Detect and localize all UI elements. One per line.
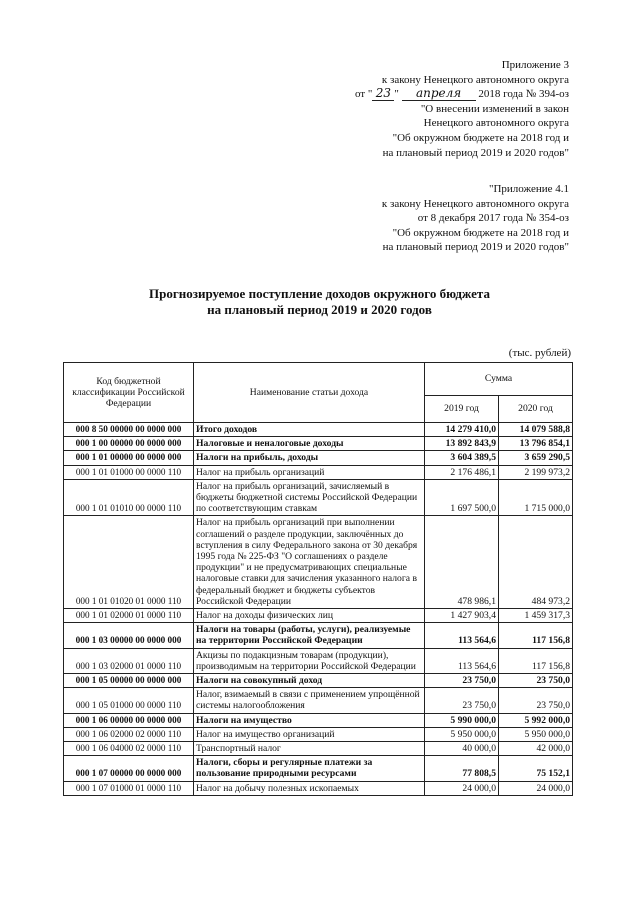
row-value-2020: 117 156,8 [499, 648, 573, 673]
row-name: Налог на прибыль организаций, зачисляемый в бюджеты бюджетной системы Российской Федерации по соответствующим ставкам [194, 479, 425, 516]
date-suffix: 2018 года № 394-оз [475, 88, 569, 101]
row-name: Налог на прибыль организаций при выполнении соглашений о разделе продукции, заключённых до вступления в силу Федерального закона от 30 декабря 1995 года № 225-ФЗ "О соглашениях о разделе продукции" и не предусматривающих специальные налоговые ставки для зачисления указанного налога в федеральный бюджет и бюджеты субъектов Российской Федерации [194, 516, 425, 609]
row-value-2020: 2 199 973,2 [499, 465, 573, 479]
handwritten-month: апреля [402, 87, 476, 101]
header-name: Наименование статьи дохода [194, 363, 425, 423]
annex-line-7: на плановый период 2019 и 2020 годов" [382, 146, 569, 159]
row-name: Налоги на прибыль, доходы [194, 451, 425, 465]
row-code: 000 1 01 00000 00 0000 000 [64, 451, 194, 465]
annex-line-5: Ненецкого автономного округа [423, 117, 569, 130]
table-row [64, 688, 573, 713]
revenue-table [63, 362, 573, 796]
document-title [0, 286, 639, 318]
row-value-2020: 42 000,0 [499, 742, 573, 756]
row-value-2019: 113 564,6 [425, 648, 499, 673]
header-code: Код бюджетной классификации Российской Федерации [64, 363, 194, 423]
row-value-2020: 24 000,0 [499, 781, 573, 795]
row-name: Налог на доходы физических лиц [194, 609, 425, 623]
table-row [64, 516, 573, 609]
annex-law-ref: к закону Ненецкого автономного округа [381, 73, 569, 86]
row-value-2019: 1 697 500,0 [425, 479, 499, 516]
row-value-2019: 2 176 486,1 [425, 465, 499, 479]
title-line-2: на плановый период 2019 и 2020 годов [207, 302, 432, 317]
header-2020: 2020 год [499, 396, 573, 423]
header-sum: Сумма [425, 363, 573, 396]
row-value-2020: 5 992 000,0 [499, 713, 573, 727]
prev-annex-number: "Приложение 4.1 [488, 183, 569, 195]
row-code: 000 8 50 00000 00 0000 000 [64, 423, 194, 437]
table-row [64, 465, 573, 479]
row-value-2019: 113 564,6 [425, 623, 499, 648]
row-value-2020: 1 715 000,0 [499, 479, 573, 516]
table-row [64, 437, 573, 451]
annex-line-6: "Об окружном бюджете на 2018 год и [392, 131, 569, 144]
row-value-2019: 77 808,5 [425, 756, 499, 781]
row-name: Налоги, сборы и регулярные платежи за пользование природными ресурсами [194, 756, 425, 781]
handwritten-day: 23 [372, 87, 394, 101]
row-name: Транспортный налог [194, 742, 425, 756]
row-value-2019: 40 000,0 [425, 742, 499, 756]
row-value-2019: 1 427 903,4 [425, 609, 499, 623]
table-row [64, 713, 573, 727]
row-code: 000 1 01 01010 00 0000 110 [64, 479, 194, 516]
row-value-2020: 23 750,0 [499, 688, 573, 713]
row-value-2019: 13 892 843,9 [425, 437, 499, 451]
row-value-2019: 5 990 000,0 [425, 713, 499, 727]
row-code: 000 1 06 02000 02 0000 110 [64, 727, 194, 741]
row-code: 000 1 01 02000 01 0000 110 [64, 609, 194, 623]
row-value-2020: 484 973,2 [499, 516, 573, 609]
table-row [64, 479, 573, 516]
row-code: 000 1 05 01000 00 0000 110 [64, 688, 194, 713]
row-code: 000 1 00 00000 00 0000 000 [64, 437, 194, 451]
table-row [64, 674, 573, 688]
table-row [64, 781, 573, 795]
prev-annex-line-5: на плановый период 2019 и 2020 годов" [382, 241, 569, 254]
row-value-2019: 23 750,0 [425, 674, 499, 688]
row-name: Налоговые и неналоговые доходы [194, 437, 425, 451]
row-name: Налоги на совокупный доход [194, 674, 425, 688]
row-value-2020: 1 459 317,3 [499, 609, 573, 623]
annex-previous-header [382, 182, 569, 255]
row-value-2019: 478 986,1 [425, 516, 499, 609]
row-value-2019: 3 604 389,5 [425, 451, 499, 465]
row-code: 000 1 03 00000 00 0000 000 [64, 623, 194, 648]
row-code: 000 1 06 04000 02 0000 110 [64, 742, 194, 756]
table-row [64, 623, 573, 648]
annex-number: Приложение 3 [501, 59, 569, 71]
annex-line-4: "О внесении изменений в закон [420, 102, 569, 115]
row-name: Акцизы по подакцизным товарам (продукции), производимым на территории Российской Федерации [194, 648, 425, 673]
prev-annex-law-ref: к закону Ненецкого автономного округа [381, 197, 569, 210]
header-2019: 2019 год [425, 396, 499, 423]
row-name: Налог на прибыль организаций [194, 465, 425, 479]
table-row [64, 451, 573, 465]
row-value-2020: 14 079 588,8 [499, 423, 573, 437]
row-code: 000 1 01 01000 00 0000 110 [64, 465, 194, 479]
prev-annex-line-4: "Об окружном бюджете на 2018 год и [392, 226, 569, 239]
table-row [64, 742, 573, 756]
row-value-2019: 24 000,0 [425, 781, 499, 795]
row-code: 000 1 03 02000 01 0000 110 [64, 648, 194, 673]
row-value-2020: 117 156,8 [499, 623, 573, 648]
prev-annex-date: от 8 декабря 2017 года № 354-оз [417, 212, 569, 225]
table-row [64, 648, 573, 673]
row-name: Налог на добычу полезных ископаемых [194, 781, 425, 795]
row-code: 000 1 07 01000 01 0000 110 [64, 781, 194, 795]
row-value-2019: 23 750,0 [425, 688, 499, 713]
table-body [64, 423, 573, 796]
annex-date-line [355, 87, 569, 102]
row-code: 000 1 01 01020 01 0000 110 [64, 516, 194, 609]
annex-current-header [355, 58, 569, 160]
row-name: Налоги на имущество [194, 713, 425, 727]
row-value-2019: 14 279 410,0 [425, 423, 499, 437]
table-row [64, 756, 573, 781]
row-name: Налог на имущество организаций [194, 727, 425, 741]
row-code: 000 1 06 00000 00 0000 000 [64, 713, 194, 727]
table-row [64, 727, 573, 741]
row-name: Итого доходов [194, 423, 425, 437]
table-row [64, 423, 573, 437]
row-code: 000 1 07 00000 00 0000 000 [64, 756, 194, 781]
row-value-2020: 23 750,0 [499, 674, 573, 688]
date-mid: " [394, 88, 402, 101]
title-line-1: Прогнозируемое поступление доходов окружного бюджета [149, 286, 490, 301]
row-value-2020: 75 152,1 [499, 756, 573, 781]
row-value-2020: 13 796 854,1 [499, 437, 573, 451]
table-row [64, 609, 573, 623]
row-value-2020: 3 659 290,5 [499, 451, 573, 465]
row-name: Налог, взимаемый в связи с применением упрощённой системы налогообложения [194, 688, 425, 713]
units-label: (тыс. рублей) [508, 347, 571, 359]
row-name: Налоги на товары (работы, услуги), реализуемые на территории Российской Федерации [194, 623, 425, 648]
row-value-2019: 5 950 000,0 [425, 727, 499, 741]
row-code: 000 1 05 00000 00 0000 000 [64, 674, 194, 688]
date-prefix: от " [354, 88, 373, 101]
row-value-2020: 5 950 000,0 [499, 727, 573, 741]
